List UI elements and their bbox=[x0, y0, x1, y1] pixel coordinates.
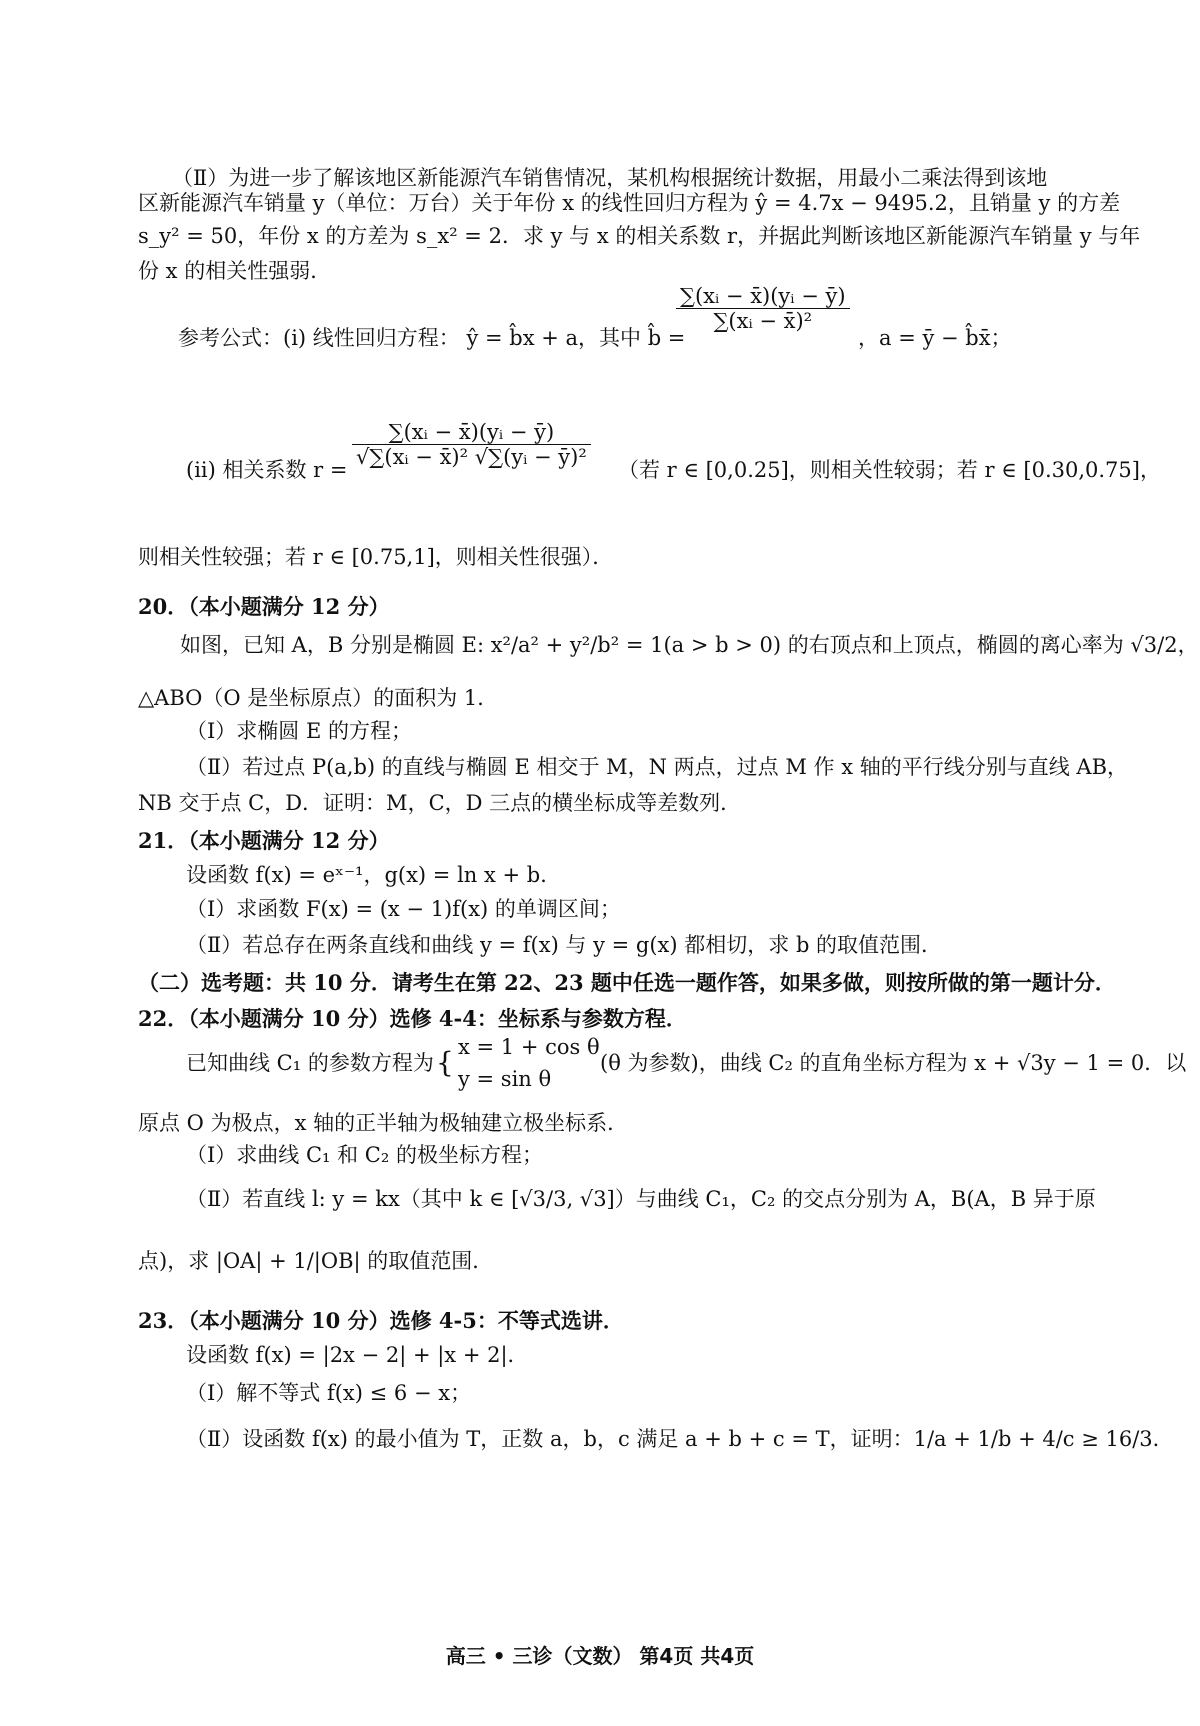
a-formula: ，a = ȳ − b̂x̄； bbox=[858, 326, 1012, 350]
q21-part-1: （Ⅰ）求函数 F(x) = (x − 1)f(x) 的单调区间； bbox=[186, 897, 621, 921]
section-ii-line-4: 份 x 的相关性强弱． bbox=[138, 259, 332, 283]
section-ii-line-1: （Ⅱ）为进一步了解该地区新能源汽车销售情况，某机构根据统计数据，用最小二乘法得到该地 bbox=[172, 166, 1048, 190]
q20-line-1: 如图，已知 A，B 分别是椭圆 E: x²/a² + y²/b² = 1(a > b > 0) 的右顶点和上顶点，椭圆的离心率为 √3/2， bbox=[180, 633, 1199, 657]
q20-title: 20．（本小题满分 12 分） bbox=[138, 594, 390, 619]
q22-param-y: y = sin θ bbox=[458, 1067, 552, 1091]
r-denominator: √∑(xᵢ − x̄)² √∑(yᵢ − ȳ)² bbox=[356, 445, 587, 469]
b-hat-numerator: ∑(xᵢ − x̄)(yᵢ − ȳ) bbox=[676, 284, 850, 309]
q23-title: 23．（本小题满分 10 分）选修 4-5：不等式选讲． bbox=[138, 1308, 624, 1333]
section-ii-line-2: 区新能源汽车销量 y（单位：万台）关于年份 x 的线性回归方程为 ŷ = 4.7x − 9495.2，且销量 y 的方差 bbox=[138, 191, 1121, 215]
q21-title: 21．（本小题满分 12 分） bbox=[138, 828, 390, 853]
q22-line-1-prefix: 已知曲线 C₁ 的参数方程为 bbox=[186, 1051, 434, 1075]
b-hat-fraction bbox=[676, 284, 850, 333]
q20-part-1: （Ⅰ）求椭圆 E 的方程； bbox=[186, 719, 412, 743]
q20-part-2a: （Ⅱ）若过点 P(a,b) 的直线与椭圆 E 相交于 M，N 两点，过点 M 作 x 轴的平行线分别与直线 AB， bbox=[186, 755, 1129, 779]
page-footer: 高三 • 三诊（文数） 第4页 共4页 bbox=[445, 1644, 755, 1668]
q20-line-2: △ABO（O 是坐标原点）的面积为 1． bbox=[138, 686, 499, 710]
param-brace: { bbox=[436, 1046, 454, 1079]
q22-param-x: x = 1 + cos θ bbox=[458, 1035, 600, 1059]
reference-label-i: 参考公式：(i) 线性回归方程： ŷ = b̂x + a，其中 b̂ = bbox=[178, 326, 686, 350]
q21-part-2: （Ⅱ）若总存在两条直线和曲线 y = f(x) 与 y = g(x) 都相切，求 b 的取值范围． bbox=[186, 933, 943, 957]
q22-part-1: （Ⅰ）求曲线 C₁ 和 C₂ 的极坐标方程； bbox=[186, 1143, 543, 1167]
q20-part-2b: NB 交于点 C，D．证明：M，C，D 三点的横坐标成等差数列． bbox=[138, 791, 742, 815]
q22-line-1-suffix: (θ 为参数)，曲线 C₂ 的直角坐标方程为 x + √3y − 1 = 0．以 bbox=[600, 1051, 1187, 1075]
q22-part-2a: （Ⅱ）若直线 l: y = kx（其中 k ∈ [√3/3, √3]）与曲线 C₁，C₂ 的交点分别为 A，B(A，B 异于原 bbox=[186, 1187, 1096, 1211]
r-numerator: ∑(xᵢ − x̄)(yᵢ − ȳ) bbox=[352, 420, 591, 445]
q23-part-2: （Ⅱ）设函数 f(x) 的最小值为 T，正数 a，b，c 满足 a + b + c = T，证明：1/a + 1/b + 4/c ≥ 16/3． bbox=[186, 1427, 1174, 1451]
q22-line-2: 原点 O 为极点，x 轴的正半轴为极轴建立极坐标系． bbox=[138, 1111, 629, 1135]
r-condition-2: 则相关性较强；若 r ∈ [0.75,1]，则相关性很强）． bbox=[138, 545, 614, 569]
b-hat-denominator: ∑(xᵢ − x̄)² bbox=[713, 309, 813, 333]
q22-title: 22．（本小题满分 10 分）选修 4-4：坐标系与参数方程． bbox=[138, 1006, 687, 1031]
r-fraction bbox=[352, 420, 591, 469]
q21-line-1: 设函数 f(x) = eˣ⁻¹，g(x) = ln x + b． bbox=[186, 863, 562, 887]
q22-part-2b: 点)，求 |OA| + 1/|OB| 的取值范围． bbox=[138, 1249, 494, 1273]
elective-note: （二）选考题：共 10 分．请考生在第 22、23 题中任选一题作答，如果多做，则按所做的第一题计分． bbox=[138, 970, 1116, 995]
q23-part-1: （Ⅰ）解不等式 f(x) ≤ 6 − x； bbox=[186, 1381, 472, 1405]
r-condition: （若 r ∈ [0,0.25]，则相关性较弱；若 r ∈ [0.30,0.75]， bbox=[618, 458, 1161, 482]
q23-line-1: 设函数 f(x) = |2x − 2| + |x + 2|． bbox=[186, 1343, 529, 1367]
reference-label-ii: (ii) 相关系数 r = bbox=[186, 458, 348, 482]
section-ii-line-3: s_y² = 50，年份 x 的方差为 s_x² = 2．求 y 与 x 的相关系数 r，并据此判断该地区新能源汽车销量 y 与年 bbox=[138, 224, 1141, 248]
